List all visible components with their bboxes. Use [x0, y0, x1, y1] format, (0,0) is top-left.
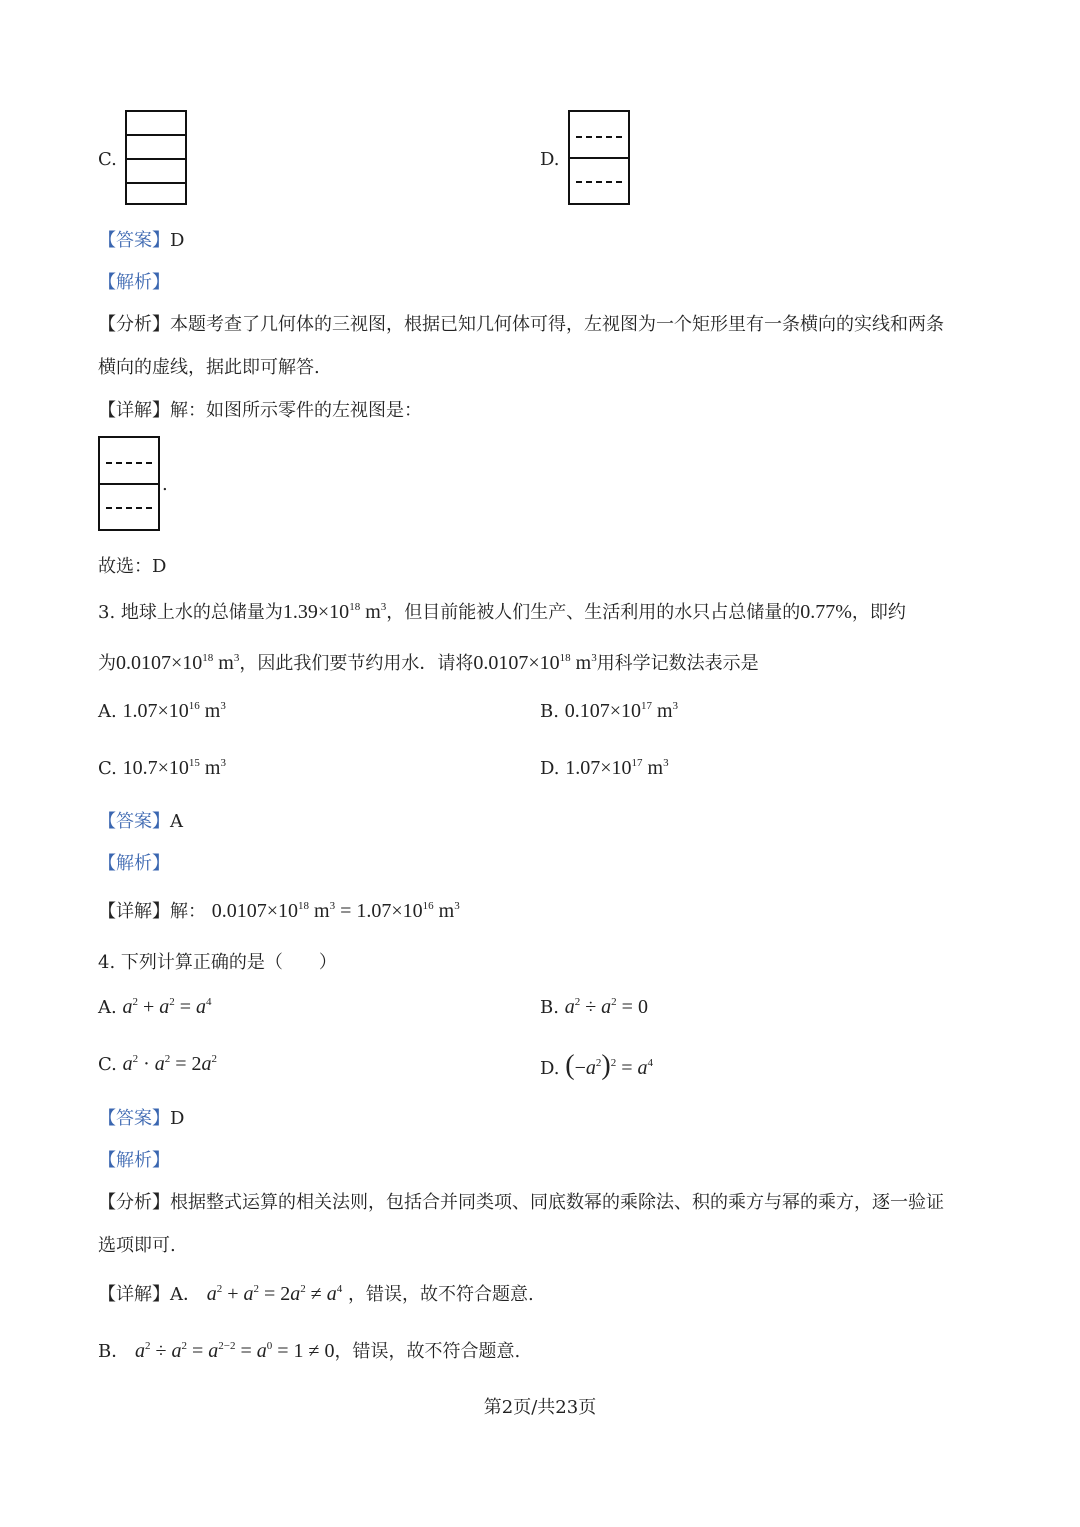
- q2-conclusion: 故选：D: [98, 556, 167, 577]
- option-label: C.: [98, 1054, 117, 1075]
- q2-fenxi-line2: 横向的虚线，据此即可解答.: [98, 357, 320, 378]
- total-water-formula: $1.39\times 10^{18}$ $m^3$: [282, 600, 387, 623]
- xiangjie-tag: 【详解】: [98, 901, 170, 922]
- option-label: B.: [540, 997, 559, 1018]
- q2-option-d-label: D.: [540, 149, 560, 170]
- option-label: D.: [540, 1058, 560, 1079]
- q3-stem-line1: [98, 598, 906, 624]
- option-label: C.: [98, 758, 117, 779]
- q3-stem-line2: [98, 649, 759, 675]
- option-label: A.: [98, 997, 117, 1018]
- q4-option-b: [540, 996, 648, 1019]
- q2-option-c-label: C.: [98, 149, 117, 170]
- xiangjie-text: 解：如图所示零件的左视图是：: [170, 400, 422, 421]
- option-label: B.: [540, 701, 559, 722]
- q4-option-c: [98, 1053, 217, 1076]
- option-label: A.: [98, 701, 117, 722]
- q3-xiangjie-line: [98, 897, 460, 923]
- answer-value: A: [170, 811, 183, 832]
- answer-tag: 【答案】: [98, 1108, 170, 1129]
- q4-fenxi-line2: 选项即可.: [98, 1235, 176, 1256]
- option-b-formula: $0.107\times 10^{17}$ $m^3$: [564, 699, 679, 722]
- q4-xiangjie-b: [98, 1337, 520, 1363]
- xiangjie-tag: 【详解】: [98, 1284, 170, 1305]
- q3-stem-end: ，即约: [851, 602, 906, 623]
- q4-option-a: [98, 996, 212, 1019]
- q4-option-d: [540, 1050, 653, 1082]
- xiangjie-tag: 【详解】: [98, 400, 170, 421]
- q4-stem: 4. 下列计算正确的是（ ）: [98, 952, 337, 973]
- q4-answer-line: [98, 1104, 184, 1130]
- q2-xiangjie-line: [98, 396, 422, 422]
- q4-fenxi-line1: [98, 1188, 944, 1214]
- usable-water-formula: $0.0107\times 10^{18}$ $m^3$: [116, 651, 240, 674]
- q3-option-c: [98, 757, 226, 780]
- q3-line2-prefix: 为: [98, 653, 116, 674]
- q3-option-d: [540, 757, 669, 780]
- option-c-formula: $10.7\times 10^{15}$ $m^3$: [122, 756, 226, 779]
- answer-tag: 【答案】: [98, 811, 170, 832]
- fenxi-text: 根据整式运算的相关法则，包括合并同类项、同底数幂的乘除法、积的乘方与幂的乘方，逐一验证: [170, 1192, 944, 1213]
- xiangjie-b-label: B．: [98, 1341, 130, 1362]
- option-d-formula: $(-a^2)^2 = a^4$: [565, 1050, 653, 1081]
- fenxi-tag: 【分析】: [98, 314, 170, 335]
- xiangjie-text: 解：: [170, 901, 206, 922]
- answer-value: D: [170, 230, 185, 251]
- option-a-formula: $a^2 + a^2 = a^4$: [122, 995, 212, 1018]
- q3-option-a: [98, 700, 226, 723]
- option-c-figure: [125, 110, 187, 205]
- xiangjie-a-label: A．: [170, 1284, 201, 1305]
- q3-line2-end: 用科学记数法表示是: [596, 653, 759, 674]
- q3-answer-line: [98, 807, 183, 833]
- percentage-value: 0.77%: [800, 601, 852, 623]
- option-d-figure: [568, 110, 630, 205]
- option-a-formula: $1.07\times 10^{16}$ $m^3$: [122, 699, 226, 722]
- usable-water-formula-2: $0.0107\times 10^{18}$ $m^3$: [473, 651, 597, 674]
- q4-xiangjie-a: [98, 1280, 534, 1306]
- fenxi-tag: 【分析】: [98, 1192, 170, 1213]
- xiangjie-b-formula: $a^2 \div a^2 = a^{2-2} = a^0 = 1 \ne 0$: [134, 1339, 335, 1362]
- q3-option-b: [540, 700, 678, 723]
- option-b-formula: $a^2 \div a^2 = 0$: [564, 995, 648, 1018]
- q3-stem-mid: ，但目前能被人们生产、生活利用的水只占总储量的: [386, 602, 801, 623]
- fenxi-text: 本题考查了几何体的三视图，根据已知几何体可得，左视图为一个矩形里有一条横向的实线和两条: [170, 314, 944, 335]
- option-label: D.: [540, 758, 560, 779]
- q3-line2-mid: ，因此我们要节约用水．请将: [239, 653, 474, 674]
- xiangjie-a-tail: ，错误，故不符合题意.: [348, 1284, 534, 1305]
- q3-stem-prefix: 3. 地球上水的总储量为: [98, 602, 283, 623]
- xiangjie-b-tail: ，错误，故不符合题意.: [334, 1341, 521, 1362]
- q2-analysis-tag: 【解析】: [98, 272, 170, 293]
- option-d-formula: $1.07\times 10^{17}$ $m^3$: [565, 756, 669, 779]
- q2-fenxi-line1: [98, 310, 944, 336]
- xiangjie-a-formula: $a^2 + a^2 = 2a^2 \ne a^4$: [206, 1282, 343, 1305]
- xiangjie-formula: $0.0107\times 10^{18}$ $m^3 = 1.07\times 10^{16}$ $m^3$: [211, 899, 460, 922]
- figure-period: .: [162, 474, 168, 495]
- answer-tag: 【答案】: [98, 230, 170, 251]
- q3-analysis-tag: 【解析】: [98, 853, 170, 874]
- q4-analysis-tag: 【解析】: [98, 1150, 170, 1171]
- q2-answer-line: [98, 226, 184, 252]
- page-indicator: 第2页/共23页: [483, 1397, 597, 1418]
- answer-value: D: [170, 1108, 185, 1129]
- option-c-formula: $a^2 \cdot a^2 = 2a^2$: [122, 1052, 218, 1075]
- left-view-figure: [98, 436, 160, 531]
